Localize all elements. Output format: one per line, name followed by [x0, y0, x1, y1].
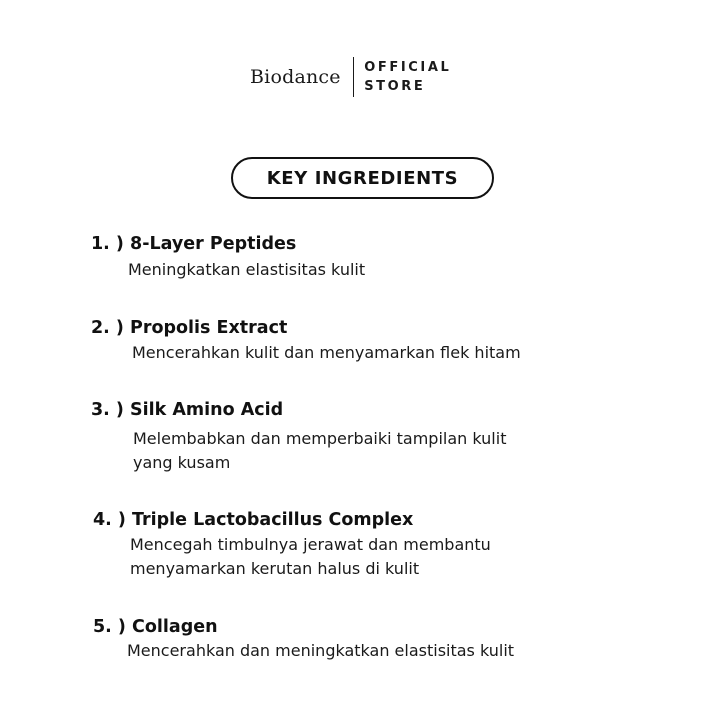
section-title-badge: KEY INGREDIENTS — [231, 157, 494, 199]
ingredient-description-line: Mencegah timbulnya jerawat dan membantu — [130, 535, 491, 554]
ingredient-title-5 — [93, 616, 218, 638]
ingredient-description-line: Meningkatkan elastisitas kulit — [128, 260, 366, 279]
ingredient-description-line: Melembabkan dan memperbaiki tampilan kulit — [133, 429, 507, 448]
ingredient-description-line: Mencerahkan dan meningkatkan elastisitas kulit — [127, 641, 515, 660]
brand-tag — [364, 58, 451, 96]
ingredient-number: 4. ) — [93, 510, 126, 530]
ingredient-description-line: menyamarkan kerutan halus di kulit — [130, 559, 420, 578]
ingredient-title-4 — [93, 509, 413, 531]
ingredient-number: 2. ) — [91, 318, 124, 338]
ingredient-number: 3. ) — [91, 400, 124, 420]
ingredient-name: Silk Amino Acid — [130, 400, 284, 420]
ingredient-description-line: yang kusam — [133, 453, 231, 472]
ingredient-title-1 — [91, 233, 296, 255]
ingredient-description-line: Mencerahkan kulit dan menyamarkan flek hitam — [132, 343, 521, 362]
ingredient-number: 1. ) — [91, 234, 124, 254]
ingredient-name: Propolis Extract — [130, 318, 288, 338]
ingredient-description-2 — [132, 341, 521, 365]
ingredient-description-5 — [127, 639, 514, 663]
ingredient-name: 8-Layer Peptides — [130, 234, 297, 254]
ingredient-name: Collagen — [132, 617, 218, 637]
ingredient-title-3 — [91, 399, 283, 421]
ingredient-title-2 — [91, 317, 287, 339]
ingredient-number: 5. ) — [93, 617, 126, 637]
brand-divider — [353, 57, 355, 97]
brand-tag-line-1: OFFICIAL — [364, 60, 452, 75]
brand-name: Biodance — [250, 66, 341, 88]
ingredient-name: Triple Lactobacillus Complex — [132, 510, 414, 530]
ingredient-description-1 — [128, 258, 365, 282]
ingredient-description-4 — [130, 533, 491, 581]
ingredient-description-3 — [133, 427, 506, 475]
brand-logo — [250, 56, 451, 98]
brand-tag-line-2: STORE — [364, 79, 426, 94]
